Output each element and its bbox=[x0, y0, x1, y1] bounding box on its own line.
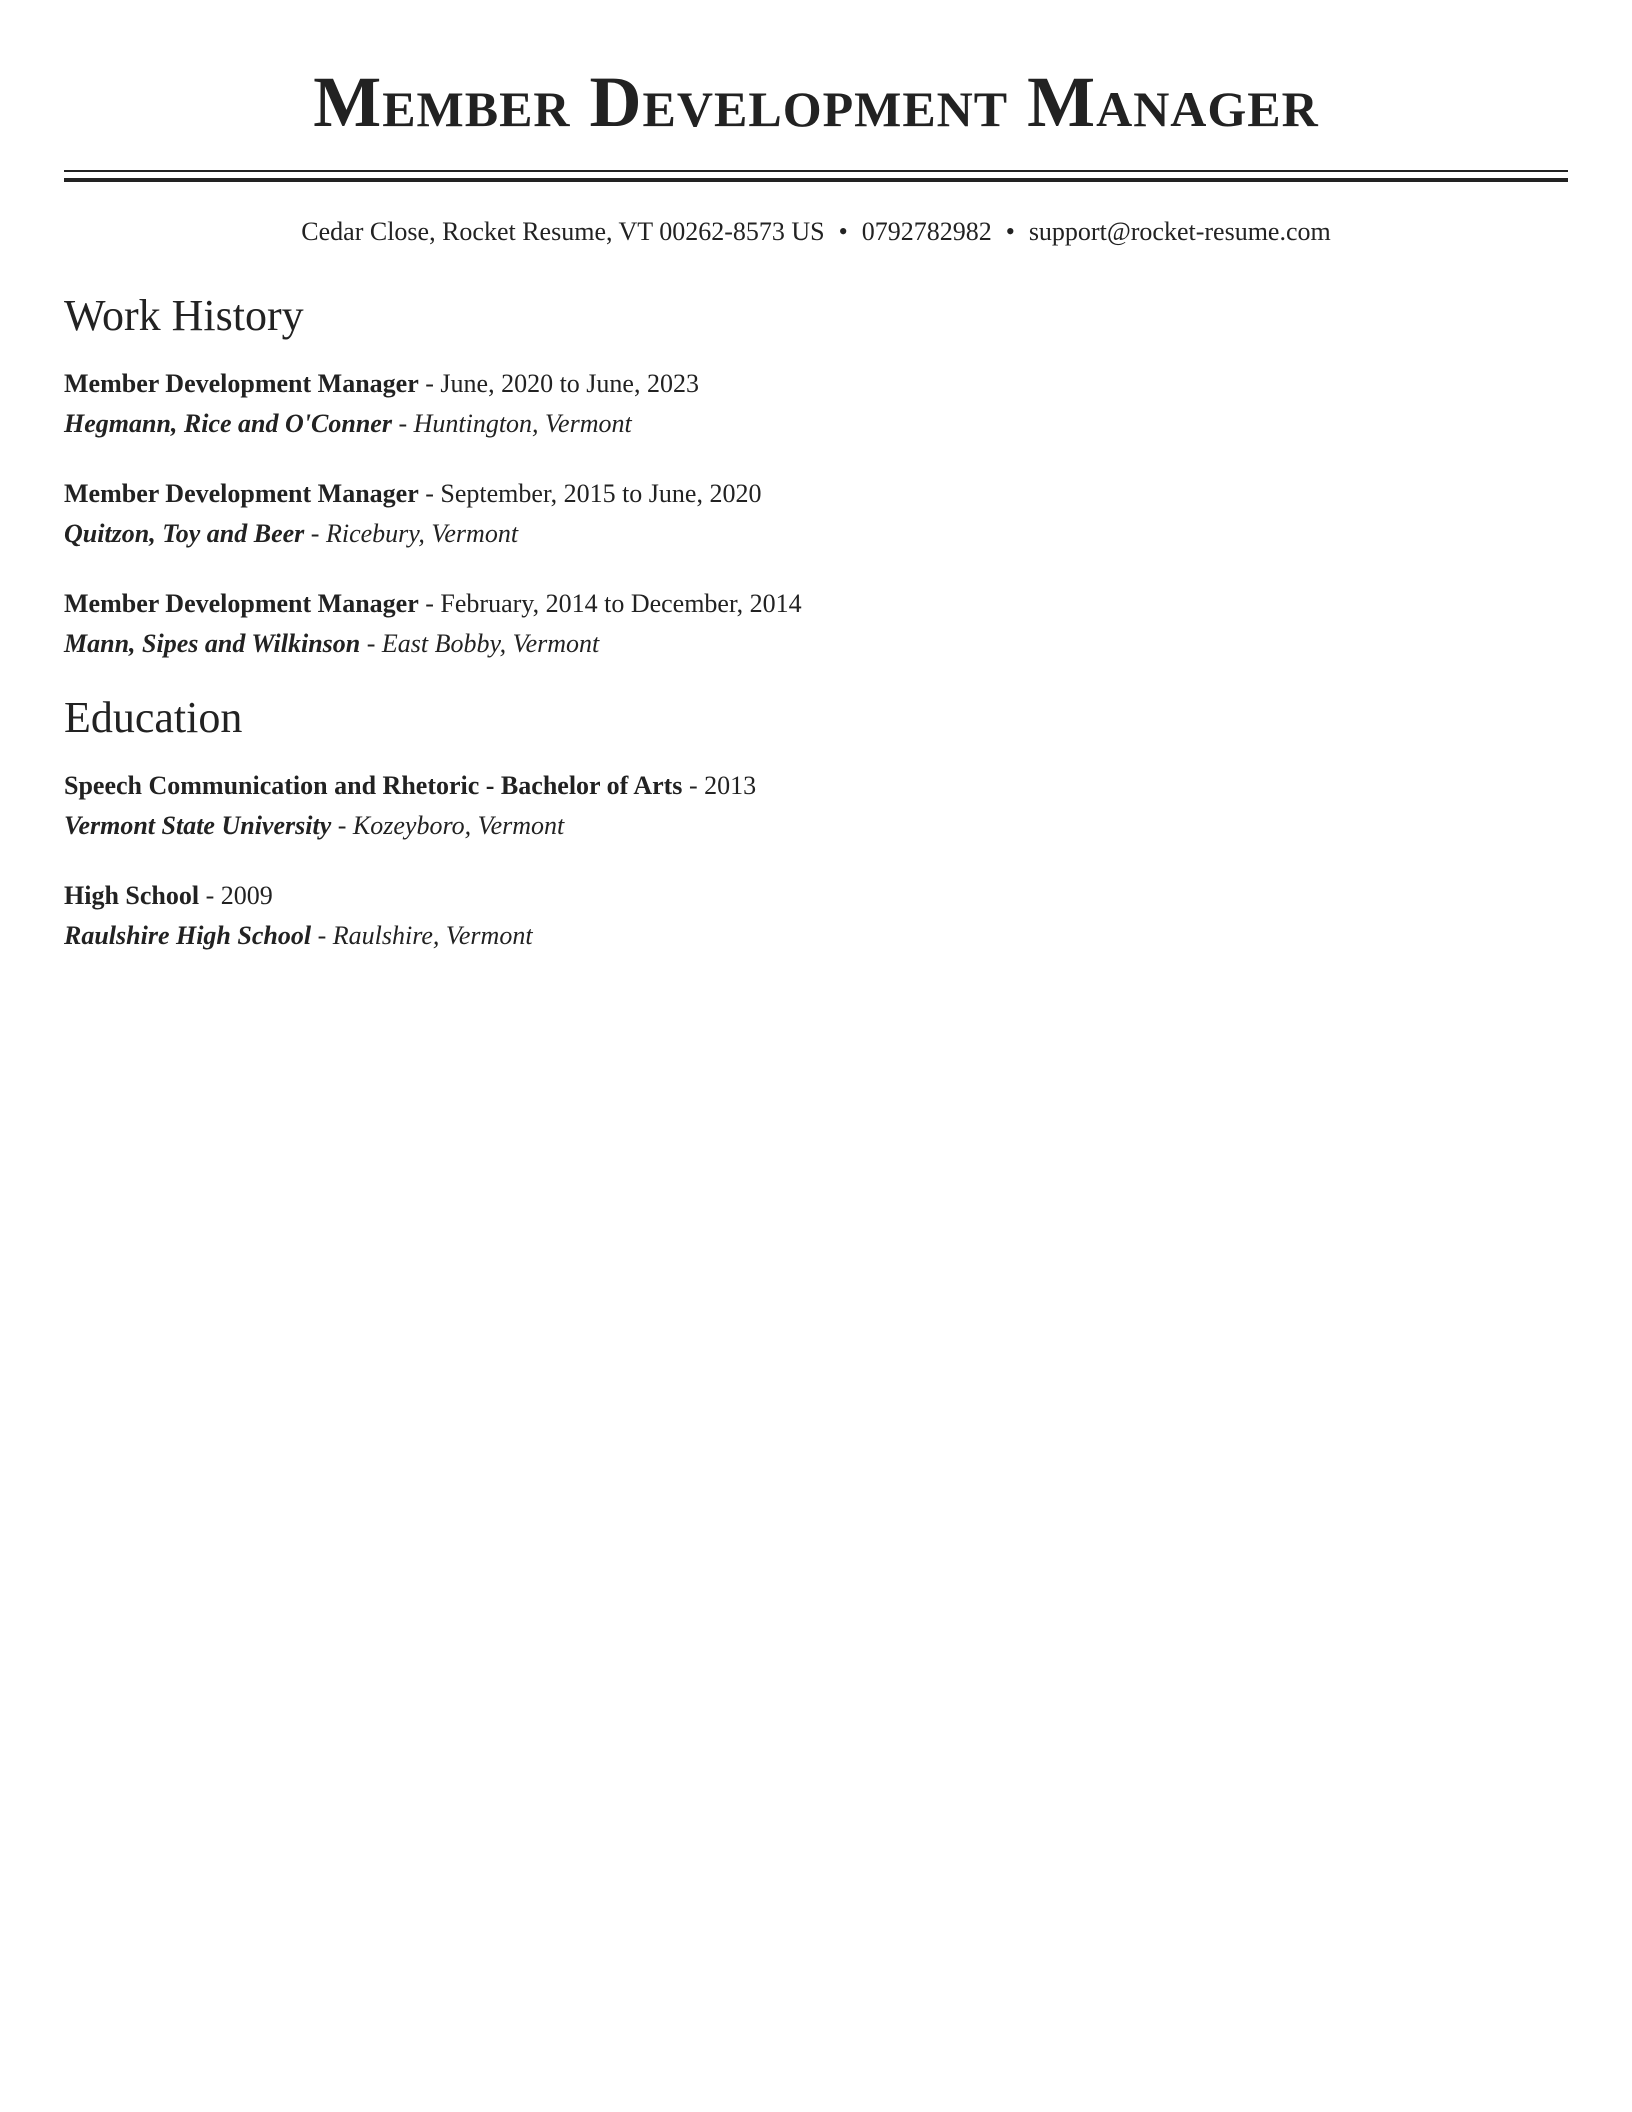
contact-address: Cedar Close, Rocket Resume, VT 00262-8573 US bbox=[301, 217, 825, 246]
dash: - bbox=[317, 921, 327, 950]
work-entry bbox=[64, 584, 1568, 664]
education-degree: High School bbox=[64, 881, 200, 910]
education-year: 2009 bbox=[220, 881, 273, 910]
job-dates: September, 2015 to June, 2020 bbox=[440, 479, 762, 508]
education-school: Vermont State University bbox=[64, 811, 332, 840]
contact-email: support@rocket-resume.com bbox=[1028, 217, 1331, 246]
job-location: Huntington, Vermont bbox=[413, 409, 632, 438]
work-entry-role-line bbox=[64, 364, 1568, 404]
education-entry-school-line bbox=[64, 806, 1568, 846]
work-entry bbox=[64, 364, 1568, 444]
job-role: Member Development Manager bbox=[64, 479, 419, 508]
header-double-rule bbox=[64, 170, 1568, 182]
dash: - bbox=[310, 519, 320, 548]
job-dates: June, 2020 to June, 2023 bbox=[440, 369, 699, 398]
dash: - bbox=[366, 629, 376, 658]
education-location: Kozeyboro, Vermont bbox=[352, 811, 565, 840]
resume-page bbox=[64, 0, 1568, 956]
education-degree: Speech Communication and Rhetoric - Bachelor of Arts bbox=[64, 771, 683, 800]
education-location: Raulshire, Vermont bbox=[332, 921, 533, 950]
job-location: Ricebury, Vermont bbox=[325, 519, 519, 548]
job-company: Hegmann, Rice and O'Conner bbox=[64, 409, 392, 438]
work-entry-company-line bbox=[64, 514, 1568, 554]
dash: - bbox=[688, 771, 698, 800]
contact-line bbox=[64, 216, 1568, 248]
education-entry-degree-line bbox=[64, 766, 1568, 806]
contact-phone: 0792782982 bbox=[861, 217, 992, 246]
dash: - bbox=[425, 589, 434, 618]
work-entry-role-line bbox=[64, 584, 1568, 624]
education-school: Raulshire High School bbox=[64, 921, 312, 950]
dash: - bbox=[425, 479, 434, 508]
dash: - bbox=[425, 369, 434, 398]
work-entry-company-line bbox=[64, 624, 1568, 664]
work-history-heading: Work History bbox=[64, 291, 304, 340]
job-role: Member Development Manager bbox=[64, 589, 419, 618]
job-company: Mann, Sipes and Wilkinson bbox=[64, 629, 361, 658]
contact-separator: • bbox=[838, 217, 848, 246]
resume-name-heading: Member Development Manager bbox=[313, 62, 1319, 142]
education-year: 2013 bbox=[704, 771, 757, 800]
education-entry bbox=[64, 876, 1568, 956]
job-role: Member Development Manager bbox=[64, 369, 419, 398]
dash: - bbox=[205, 881, 215, 910]
education-heading: Education bbox=[64, 693, 243, 742]
job-location: East Bobby, Vermont bbox=[381, 629, 600, 658]
work-entry-company-line bbox=[64, 404, 1568, 444]
dash: - bbox=[398, 409, 408, 438]
job-company: Quitzon, Toy and Beer bbox=[64, 519, 305, 548]
job-dates: February, 2014 to December, 2014 bbox=[440, 589, 802, 618]
work-entry-role-line bbox=[64, 474, 1568, 514]
work-entry bbox=[64, 474, 1568, 554]
dash: - bbox=[337, 811, 347, 840]
education-entry-school-line bbox=[64, 916, 1568, 956]
contact-separator: • bbox=[1005, 217, 1015, 246]
education-entry bbox=[64, 766, 1568, 846]
education-entry-degree-line bbox=[64, 876, 1568, 916]
